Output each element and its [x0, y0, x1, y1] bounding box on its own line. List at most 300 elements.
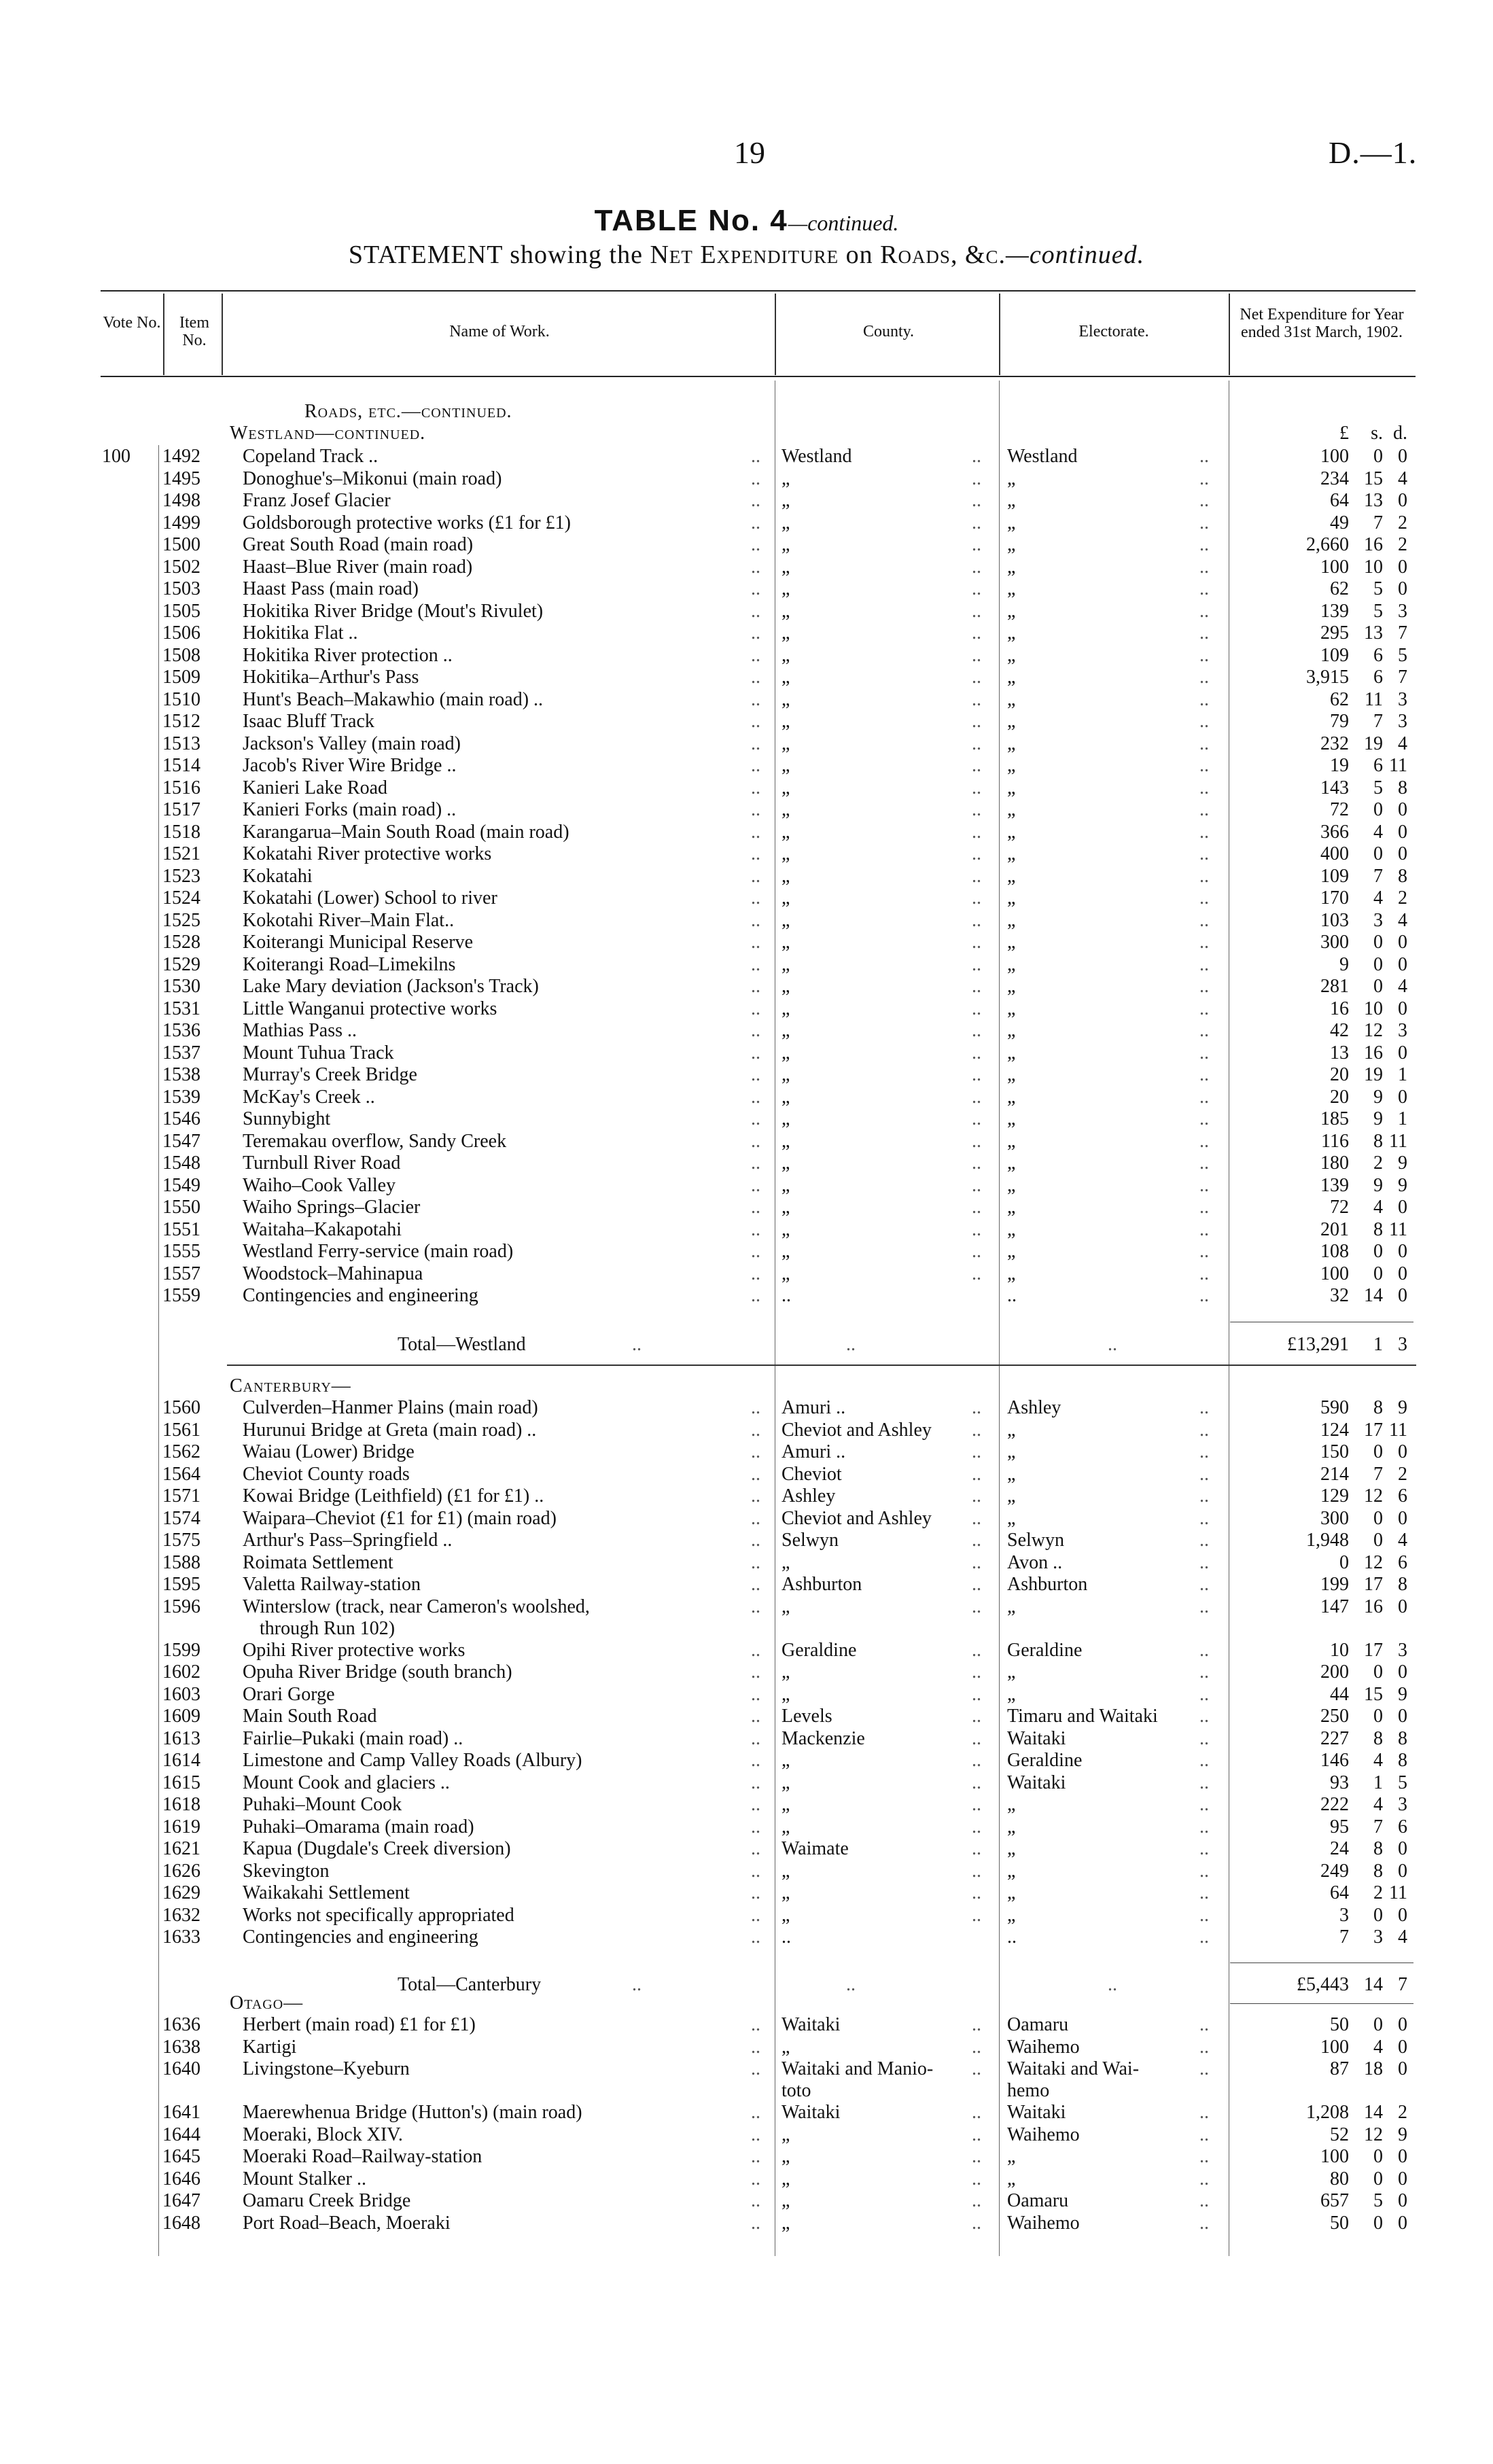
county-name: ..	[781, 1926, 791, 1948]
amount-pounds: 129	[1320, 1485, 1349, 1507]
amount-pence: 11	[1389, 1218, 1407, 1240]
work-name: Kanieri Lake Road	[243, 777, 388, 798]
amount-pounds: 3,915	[1306, 667, 1349, 688]
work-name: Opuha River Bridge (south branch)	[243, 1661, 512, 1683]
table-row	[0, 822, 1493, 843]
leader-dots: ..	[972, 1419, 981, 1441]
work-name: Port Road–Beach, Moeraki	[243, 2212, 451, 2234]
leader-dots: ..	[972, 1904, 981, 1926]
item-number: 1546	[162, 1108, 200, 1129]
leader-dots: ..	[1199, 1596, 1209, 1617]
work-name: Livingstone–Kyeburn	[243, 2058, 410, 2079]
work-name: Jacob's River Wire Bridge ..	[243, 755, 457, 776]
work-name: Puhaki–Omarama (main road)	[243, 1816, 474, 1837]
leader-dots: ..	[1199, 2036, 1209, 2058]
leader-dots: ..	[751, 1218, 760, 1240]
amount-shillings: 3	[1373, 909, 1383, 931]
amount-pounds: 32	[1330, 1285, 1349, 1306]
leader-dots: ..	[751, 1551, 760, 1573]
work-name: Hokitika River protection ..	[243, 644, 453, 666]
leader-dots: ..	[1199, 1904, 1209, 1926]
work-name: Valetta Railway-station	[243, 1574, 421, 1595]
leader-dots: ..	[1199, 1130, 1209, 1152]
work-name: Roimata Settlement	[243, 1551, 393, 1573]
document-reference: D.—1.	[1329, 135, 1418, 170]
leader-dots: ..	[751, 909, 760, 931]
item-number: 1588	[162, 1551, 200, 1573]
leader-dots: ..	[1199, 1661, 1209, 1683]
amount-pence: 0	[1398, 953, 1407, 975]
work-name: Copeland Track ..	[243, 446, 379, 467]
leader-dots: ..	[1199, 953, 1209, 975]
county-name: „	[781, 1904, 790, 1926]
amount-pence: 4	[1398, 909, 1407, 931]
leader-dots: ..	[751, 1860, 760, 1882]
amount-shillings: 13	[1364, 622, 1383, 644]
leader-dots: ..	[1199, 1441, 1209, 1462]
item-number: 1531	[162, 998, 200, 1019]
electorate-name: „	[1007, 1130, 1016, 1152]
leader-dots: ..	[972, 887, 981, 909]
county-name: „	[781, 2190, 790, 2211]
table-row	[0, 954, 1493, 976]
county-name: „	[781, 667, 790, 688]
leader-dots: ..	[751, 1926, 760, 1948]
table-row	[0, 2037, 1493, 2058]
electorate-name: Timaru and Waitaki	[1007, 1706, 1158, 1727]
item-number: 1517	[162, 799, 200, 820]
amount-shillings: 7	[1373, 711, 1383, 732]
leader-dots: ..	[1199, 1285, 1209, 1306]
amount-shillings: 6	[1373, 644, 1383, 666]
electorate-name: „	[1007, 1441, 1016, 1462]
amount-shillings: 7	[1373, 865, 1383, 887]
section-otago-text: Otago—	[230, 1992, 304, 2013]
amount-pounds: 214	[1320, 1463, 1349, 1485]
leader-dots: ..	[972, 667, 981, 688]
amount-pence: 0	[1398, 1661, 1407, 1683]
currency-shillings: s.	[1371, 423, 1383, 444]
amount-pounds: 3	[1339, 1904, 1349, 1926]
amount-shillings: 15	[1364, 1683, 1383, 1705]
amount-shillings: 8	[1373, 1838, 1383, 1859]
leader-dots: ..	[972, 1218, 981, 1240]
table-title-continued: —continued.	[788, 211, 899, 235]
leader-dots: ..	[1199, 1042, 1209, 1063]
amount-pounds: 79	[1330, 711, 1349, 732]
work-name: Contingencies and engineering	[243, 1285, 478, 1306]
leader-dots: ..	[1199, 976, 1209, 997]
leader-dots: ..	[972, 865, 981, 887]
electorate-name-continued: hemo	[1007, 2080, 1050, 2101]
amount-pounds: 300	[1320, 932, 1349, 953]
amount-shillings: 0	[1373, 1530, 1383, 1551]
leader-dots: ..	[1199, 1706, 1209, 1727]
amount-shillings: 16	[1364, 1596, 1383, 1617]
county-name: „	[781, 600, 790, 622]
leader-dots: ..	[972, 2168, 981, 2189]
amount-pence: 4	[1398, 733, 1407, 754]
leader-dots: ..	[972, 1727, 981, 1749]
amount-shillings: 16	[1364, 534, 1383, 555]
leader-dots: ..	[972, 1241, 981, 1262]
amount-shillings: 10	[1364, 556, 1383, 578]
leader-dots: ..	[972, 2102, 981, 2123]
work-name: Haast Pass (main road)	[243, 578, 419, 599]
leader-dots: ..	[751, 711, 760, 732]
amount-pounds: 366	[1320, 821, 1349, 843]
electorate-name: Waitaki	[1007, 2102, 1066, 2123]
amount-shillings: 4	[1373, 2036, 1383, 2058]
table-row	[0, 799, 1493, 821]
amount-shillings: 10	[1364, 998, 1383, 1019]
county-name: „	[781, 644, 790, 666]
item-number: 1603	[162, 1683, 200, 1705]
leader-dots: ..	[751, 446, 760, 467]
county-name: „	[781, 887, 790, 909]
leader-dots: ..	[751, 1574, 760, 1595]
leader-dots: ..	[972, 711, 981, 732]
leader-dots: ..	[751, 1904, 760, 1926]
amount-pence: 2	[1398, 1463, 1407, 1485]
leader-dots: ..	[1199, 1174, 1209, 1196]
section-roads-text: Roads, etc.—continued.	[304, 401, 512, 422]
leader-dots: ..	[751, 1772, 760, 1793]
item-number: 1516	[162, 777, 200, 798]
electorate-name: „	[1007, 1904, 1016, 1926]
electorate-name: „	[1007, 1042, 1016, 1063]
county-name: „	[781, 1263, 790, 1284]
amount-shillings: 14	[1364, 2102, 1383, 2123]
county-name: Selwyn	[781, 1530, 839, 1551]
leader-dots: ..	[751, 1750, 760, 1771]
leader-dots: ..	[1199, 1639, 1209, 1661]
amount-shillings: 12	[1364, 1485, 1383, 1507]
leader-dots: ..	[1199, 1485, 1209, 1507]
leader-dots: ..	[972, 755, 981, 776]
item-number: 1618	[162, 1794, 200, 1815]
leader-dots: ..	[751, 1882, 760, 1903]
item-number: 1609	[162, 1706, 200, 1727]
county-name: „	[781, 1551, 790, 1573]
electorate-name: ..	[1007, 1926, 1017, 1948]
leader-dots: ..	[972, 998, 981, 1019]
leader-dots: ..	[1199, 1816, 1209, 1837]
leader-dots: ..	[751, 2102, 760, 2123]
leader-dots: ..	[972, 622, 981, 644]
work-name: McKay's Creek ..	[243, 1086, 375, 1108]
table-row	[0, 1064, 1493, 1086]
leader-dots: ..	[972, 1750, 981, 1771]
amount-pence: 2	[1398, 534, 1407, 555]
amount-pence: 8	[1398, 1750, 1407, 1771]
table-row	[0, 1574, 1493, 1596]
leader-dots: ..	[751, 1108, 760, 1129]
electorate-name: „	[1007, 1020, 1016, 1041]
leader-dots: ..	[1199, 1727, 1209, 1749]
table-row	[0, 1420, 1493, 1441]
amount-shillings: 0	[1373, 976, 1383, 997]
amount-pounds: 150	[1320, 1441, 1349, 1462]
work-name: Isaac Bluff Track	[243, 711, 374, 732]
table-row	[0, 1596, 1493, 1618]
amount-pounds: 170	[1320, 887, 1349, 909]
leader-dots: ..	[972, 2014, 981, 2035]
amount-pence: 0	[1398, 556, 1407, 578]
table-row	[0, 490, 1493, 512]
amount-pounds: 80	[1330, 2168, 1349, 2189]
leader-dots: ..	[1199, 1397, 1209, 1418]
leader-dots: ..	[1199, 600, 1209, 622]
amount-shillings: 0	[1373, 1661, 1383, 1683]
amount-pounds: 199	[1320, 1574, 1349, 1595]
item-number: 1518	[162, 821, 200, 843]
county-name: „	[781, 468, 790, 489]
amount-pence: 4	[1398, 976, 1407, 997]
leader-dots: ..	[751, 667, 760, 688]
item-number: 1514	[162, 755, 200, 776]
leader-dots: ..	[751, 1596, 760, 1617]
table-row	[0, 1175, 1493, 1197]
amount-pence: 0	[1398, 799, 1407, 820]
leader-dots: ..	[1199, 556, 1209, 578]
item-number: 1538	[162, 1064, 200, 1085]
work-name: Karangarua–Main South Road (main road)	[243, 821, 569, 843]
electorate-name: „	[1007, 1419, 1016, 1441]
amount-pence: 0	[1398, 2036, 1407, 2058]
work-name: Main South Road	[243, 1706, 377, 1727]
leader-dots: ..	[751, 1397, 760, 1418]
electorate-name: „	[1007, 1882, 1016, 1903]
electorate-name: „	[1007, 1683, 1016, 1705]
electorate-name: „	[1007, 1838, 1016, 1859]
leader-dots: ..	[972, 1463, 981, 1485]
table-row	[0, 711, 1493, 733]
amount-pence: 5	[1398, 644, 1407, 666]
amount-pence: 11	[1389, 1130, 1407, 1152]
electorate-name: „	[1007, 578, 1016, 599]
county-name: „	[781, 1661, 790, 1683]
leader-dots: ..	[972, 1152, 981, 1174]
work-name: Waiho–Cook Valley	[243, 1174, 396, 1196]
amount-pounds: 1,948	[1306, 1530, 1349, 1551]
electorate-name: Waitaki and Wai-	[1007, 2058, 1140, 2079]
amount-pence: 0	[1398, 1596, 1407, 1617]
work-name: Lake Mary deviation (Jackson's Track)	[243, 976, 539, 997]
leader-dots: ..	[751, 1020, 760, 1041]
amount-pence: 2	[1398, 2102, 1407, 2123]
amount-pence: 6	[1398, 1485, 1407, 1507]
electorate-name: „	[1007, 1218, 1016, 1240]
county-name: „	[781, 821, 790, 843]
table-row	[0, 667, 1493, 688]
amount-pounds: 200	[1320, 1661, 1349, 1683]
work-name: Kanieri Forks (main road) ..	[243, 799, 457, 820]
work-name: Works not specifically appropriated	[243, 1904, 514, 1926]
county-name: „	[781, 1241, 790, 1262]
leader-dots: ..	[751, 1507, 760, 1529]
leader-dots: ..	[751, 1086, 760, 1108]
work-name: Teremakau overflow, Sandy Creek	[243, 1130, 507, 1152]
amount-pence: 3	[1398, 711, 1407, 732]
table-row	[0, 1861, 1493, 1882]
amount-pence: 8	[1398, 1727, 1407, 1749]
table-row	[0, 1485, 1493, 1507]
leader-dots: ..	[751, 2146, 760, 2167]
item-number: 1529	[162, 953, 200, 975]
leader-dots: ..	[751, 2058, 760, 2079]
amount-pence: 0	[1398, 2146, 1407, 2167]
amount-shillings: 9	[1373, 1108, 1383, 1129]
electorate-name: Waihemo	[1007, 2124, 1080, 2145]
table-row	[0, 2058, 1493, 2080]
amount-pence: 9	[1398, 1152, 1407, 1174]
electorate-name: „	[1007, 1507, 1016, 1529]
leader-dots: ..	[972, 1020, 981, 1041]
work-name: Koiterangi Road–Limekilns	[243, 953, 456, 975]
work-name: Hokitika–Arthur's Pass	[243, 667, 419, 688]
leader-dots: ..	[972, 843, 981, 864]
leader-dots: ..	[1199, 799, 1209, 820]
amount-pounds: 147	[1320, 1596, 1349, 1617]
leader-dots: ..	[1199, 1241, 1209, 1262]
table-row	[0, 1219, 1493, 1241]
table-row	[0, 446, 1493, 468]
electorate-name: „	[1007, 1860, 1016, 1882]
county-name: Geraldine	[781, 1639, 857, 1661]
amount-pounds: 19	[1330, 755, 1349, 776]
leader-dots: ..	[1199, 1218, 1209, 1240]
amount-pounds: 62	[1330, 688, 1349, 710]
amount-shillings: 7	[1373, 1463, 1383, 1485]
item-number: 1575	[162, 1530, 200, 1551]
table-row	[0, 866, 1493, 887]
leader-dots: ..	[751, 2190, 760, 2211]
county-name: „	[781, 1860, 790, 1882]
table-row	[0, 1508, 1493, 1530]
county-name: Amuri ..	[781, 1441, 846, 1462]
county-name: ..	[781, 1285, 791, 1306]
item-number: 1550	[162, 1197, 200, 1218]
electorate-name: „	[1007, 1064, 1016, 1085]
electorate-name: „	[1007, 622, 1016, 644]
leader-dots: ..	[1199, 644, 1209, 666]
item-number: 1536	[162, 1020, 200, 1041]
amount-shillings: 2	[1373, 1152, 1383, 1174]
table-row	[0, 2213, 1493, 2234]
amount-shillings: 0	[1373, 446, 1383, 467]
table-row	[0, 622, 1493, 644]
amount-shillings: 9	[1373, 1174, 1383, 1196]
amount-shillings: 0	[1373, 2212, 1383, 2234]
county-name: „	[781, 1816, 790, 1837]
amount-pence: 4	[1398, 1926, 1407, 1948]
work-name: Moeraki Road–Railway-station	[243, 2146, 482, 2167]
leader-dots: ..	[1199, 1086, 1209, 1108]
leader-dots: ..	[751, 821, 760, 843]
amount-pence: 8	[1398, 1574, 1407, 1595]
leader-dots: ..	[1199, 446, 1209, 467]
amount-shillings: 12	[1364, 1020, 1383, 1041]
amount-pence: 2	[1398, 512, 1407, 533]
amount-pence: 1	[1398, 1064, 1407, 1085]
leader-dots: ..	[1199, 1772, 1209, 1793]
amount-pounds: 281	[1320, 976, 1349, 997]
electorate-name: „	[1007, 1241, 1016, 1262]
item-number: 1613	[162, 1727, 200, 1749]
electorate-name: Waihemo	[1007, 2036, 1080, 2058]
table-row	[0, 1263, 1493, 1285]
amount-pence: 0	[1398, 2190, 1407, 2211]
amount-shillings: 0	[1373, 2014, 1383, 2035]
county-name: „	[781, 1772, 790, 1793]
leader-dots: ..	[1199, 2146, 1209, 2167]
amount-shillings: 0	[1373, 953, 1383, 975]
item-number: 1508	[162, 644, 200, 666]
county-name: „	[781, 909, 790, 931]
leader-dots: ..	[1199, 1794, 1209, 1815]
amount-pence: 5	[1398, 1772, 1407, 1793]
amount-pence: 0	[1398, 1197, 1407, 1218]
county-name: „	[781, 1064, 790, 1085]
leader-dots: ..	[751, 2124, 760, 2145]
item-number: 1509	[162, 667, 200, 688]
amount-pounds: 109	[1320, 644, 1349, 666]
leader-dots: ..	[972, 2212, 981, 2234]
amount-pounds: 95	[1330, 1816, 1349, 1837]
leader-dots: ..	[1199, 1926, 1209, 1948]
item-number: 1633	[162, 1926, 200, 1948]
leader-dots: ..	[1199, 468, 1209, 489]
amount-pounds: 180	[1320, 1152, 1349, 1174]
amount-pounds: 590	[1320, 1397, 1349, 1418]
amount-pence: 4	[1398, 468, 1407, 489]
leader-dots: ..	[972, 600, 981, 622]
amount-pounds: 100	[1320, 556, 1349, 578]
electorate-name: „	[1007, 821, 1016, 843]
table-row	[0, 777, 1493, 799]
electorate-name: Oamaru	[1007, 2014, 1069, 2035]
section-roads	[0, 401, 1493, 423]
table-row	[0, 998, 1493, 1020]
table-row	[0, 1441, 1493, 1463]
leader-dots: ..	[751, 755, 760, 776]
electorate-name: „	[1007, 556, 1016, 578]
amount-pounds: 116	[1321, 1130, 1349, 1152]
amount-pence: 6	[1398, 1551, 1407, 1573]
amount-pence: 7	[1398, 622, 1407, 644]
amount-shillings: 8	[1373, 1218, 1383, 1240]
work-name-continued: through Run 102)	[260, 1617, 396, 1639]
county-name: „	[781, 1152, 790, 1174]
amount-pounds: 42	[1330, 1020, 1349, 1041]
amount-shillings: 8	[1373, 1727, 1383, 1749]
amount-pounds: 201	[1320, 1218, 1349, 1240]
county-name: „	[781, 755, 790, 776]
amount-shillings: 5	[1373, 578, 1383, 599]
leader-dots: ..	[972, 1661, 981, 1683]
leader-dots: ..	[751, 1838, 760, 1859]
amount-shillings: 1	[1373, 1334, 1383, 1355]
vote-number: 100	[102, 446, 130, 467]
leader-dots: ..	[1199, 1507, 1209, 1529]
county-name: „	[781, 1130, 790, 1152]
item-number: 1646	[162, 2168, 200, 2189]
electorate-name: „	[1007, 777, 1016, 798]
amount-pounds: 7	[1339, 1926, 1349, 1948]
item-number: 1595	[162, 1574, 200, 1595]
leader-dots: ..	[972, 446, 981, 467]
